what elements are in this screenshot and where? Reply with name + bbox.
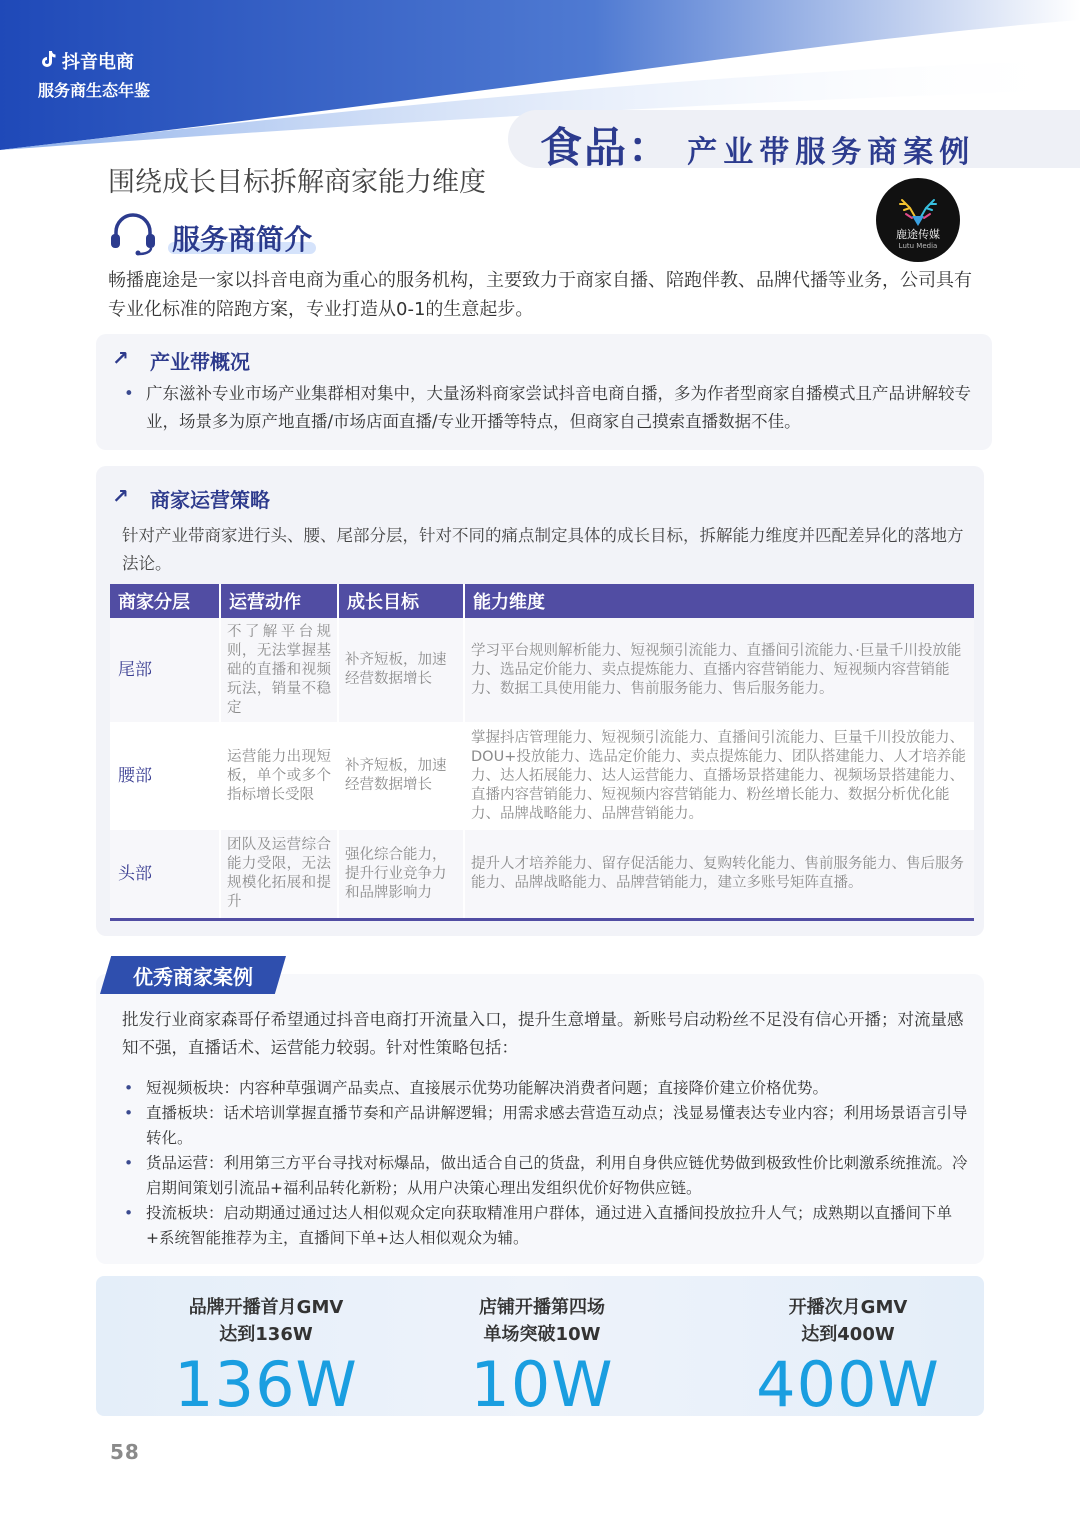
table-cell-layer: 腰部	[110, 722, 220, 830]
stat-label: 品牌开播首月GMV	[188, 1297, 344, 1318]
stat-gmv-second-month	[700, 1294, 996, 1420]
stat-label: 达到400W	[801, 1324, 895, 1345]
table-cell-layer: 尾部	[110, 618, 220, 722]
arrow-icon: ↗	[112, 484, 129, 508]
stat-value: 10W	[470, 1348, 614, 1421]
table-cell-goal: 补齐短板，加速经营数据增长	[338, 618, 464, 722]
brand-name: 抖音电商	[62, 52, 134, 73]
table-cell-ability: 掌握抖店管理能力、短视频引流能力、直播间引流能力、巨量千川投放能力、DOU+投放能力、选品定价能力、卖点提炼能力、团队搭建能力、人才培养能力、达人拓展能力、达人运营能力、直播场景搭建能力、视频场景搭建能力、直播内容营销能力、短视频内容营销能力、粉丝增长能力、数据分析优化能力、品牌战略能力、品牌营销能力。	[464, 722, 974, 830]
overview-title: 产业带概况	[150, 350, 250, 374]
brand-subtitle: 服务商生态年鉴	[38, 81, 151, 100]
table-header: 商家分层	[110, 584, 220, 618]
table-cell-goal: 补齐短板，加速经营数据增长	[338, 722, 464, 830]
stat-label: 开播次月GMV	[788, 1297, 908, 1318]
strategy-table-wrap	[110, 584, 974, 921]
stat-value: 136W	[174, 1348, 358, 1421]
list-item: • 广东滋补专业市场产业集群相对集中，大量汤料商家尝试抖音电商自播，多为作者型商家自播模式且产品讲解较专业，场景多为原产地直播/市场店面直播/专业开播等特点，但商家自己摸索直播数据不佳。	[122, 380, 978, 436]
table-row	[110, 618, 974, 722]
strategy-title: 商家运营策略	[150, 488, 270, 512]
table-cell-ability: 提升人才培养能力、留存促活能力、复购转化能力、售前服务能力、售后服务能力、品牌战略能力、品牌营销能力，建立多账号矩阵直播。	[464, 830, 974, 918]
table-cell-goal: 强化综合能力，提升行业竞争力和品牌影响力	[338, 830, 464, 918]
table-header: 能力维度	[464, 584, 974, 618]
stat-label: 达到136W	[219, 1324, 313, 1345]
headset-icon	[108, 212, 158, 260]
douyin-logo-icon	[38, 49, 58, 74]
stat-label: 店铺开播第四场	[479, 1297, 605, 1318]
stat-gmv-first-month	[118, 1294, 414, 1420]
table-header: 运营动作	[220, 584, 338, 618]
intro-text: 畅播鹿途是一家以抖音电商为重心的服务机构，主要致力于商家自播、陪跑伴教、品牌代播等业务，公司具有专业化标准的陪跑方案，专业打造从0-1的生意起步。	[108, 270, 972, 320]
page-number: 58	[110, 1440, 140, 1464]
table-cell-action: 团队及运营综合能力受限，无法规模化拓展和提升	[220, 830, 338, 918]
table-cell-ability: 学习平台规则解析能力、短视频引流能力、直播间引流能力、·巨量千川投放能力、选品定价能力、卖点提炼能力、直播内容营销能力、短视频内容营销能力、数据工具使用能力、售前服务能力、售后服务能力。	[464, 618, 974, 722]
table-row	[110, 830, 974, 918]
stat-value: 400W	[756, 1348, 940, 1421]
table-cell-layer: 头部	[110, 830, 220, 918]
list-item: • 短视频板块：内容种草强调产品卖点、直接展示优势功能解决消费者问题；直接降价建立价格优势。	[122, 1076, 970, 1101]
table-bottom-rule	[110, 918, 974, 921]
page-title	[540, 115, 975, 175]
strategy-table	[110, 584, 974, 918]
page-subtitle: 围绕成长目标拆解商家能力维度	[108, 167, 486, 198]
logo-text: 鹿途传媒	[896, 228, 940, 241]
case-list	[122, 1076, 970, 1251]
table-cell-action: 不了解平台规则，无法掌握基础的直播和视频玩法，销量不稳定	[220, 618, 338, 722]
brand-block	[38, 48, 150, 101]
table-header: 成长目标	[338, 584, 464, 618]
list-item: • 货品运营：利用第三方平台寻找对标爆品，做出适合自己的货盘，利用自身供应链优势做到极致性价比刺激系统推流。冷启期间策划引流品+福利品转化新粉；从用户决策心理出发组织优价好物供应链。	[122, 1151, 970, 1201]
strategy-intro: 针对产业带商家进行头、腰、尾部分层，针对不同的痛点制定具体的成长目标，拆解能力维度并匹配差异化的落地方法论。	[122, 526, 964, 573]
table-cell-action: 运营能力出现短板，单个或多个指标增长受限	[220, 722, 338, 830]
overview-list	[122, 380, 978, 436]
arrow-icon: ↗	[112, 346, 129, 370]
list-item: • 直播板块：话术培训掌握直播节奏和产品讲解逻辑；用需求感去营造互动点；浅显易懂表达专业内容；利用场景语言引导转化。	[122, 1101, 970, 1151]
case-intro: 批发行业商家森哥仔希望通过抖音电商打开流量入口，提升生意增量。新账号启动粉丝不足没有信心开播；对流量感知不强，直播话术、运营能力较弱。针对性策略包括：	[122, 1010, 964, 1057]
intro-title: 服务商简介	[172, 223, 313, 256]
page-title-rest: 产业带服务商案例	[687, 135, 976, 170]
list-item: • 投流板块：启动期通过通过达人相似观众定向获取精准用户群体，通过进入直播间投放拉升人气；成熟期以直播间下单+系统智能推荐为主，直播间下单+达人相似观众为辅。	[122, 1201, 970, 1251]
page-title-main: 食品：	[540, 123, 673, 172]
stat-label: 单场突破10W	[483, 1324, 601, 1345]
table-row	[110, 722, 974, 830]
case-tag-label: 优秀商家案例	[133, 965, 253, 989]
logo-subtext: Lutu Media	[898, 242, 938, 250]
stat-fourth-session	[394, 1294, 690, 1420]
